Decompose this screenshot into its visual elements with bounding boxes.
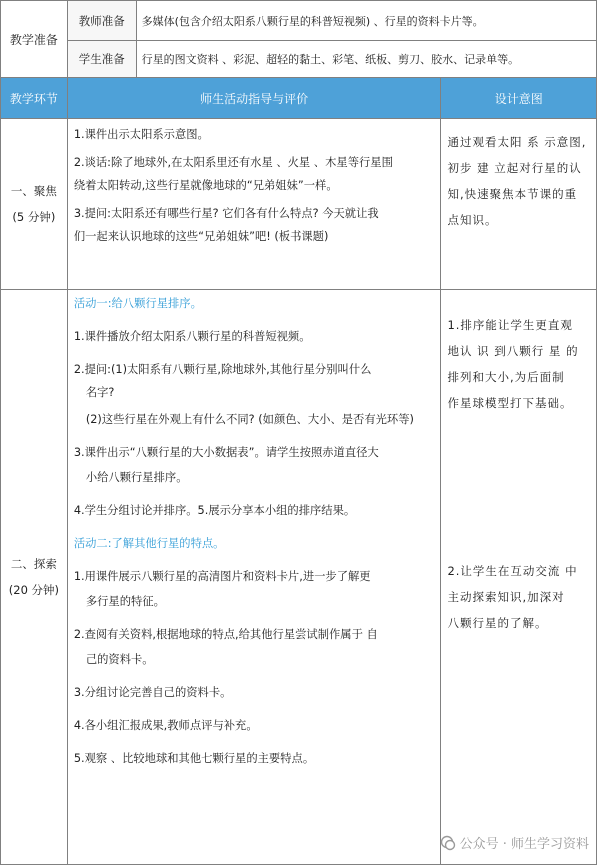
- stage1-time: (5 分钟): [12, 210, 56, 224]
- stage1-activities: [67, 119, 441, 290]
- stage1-name: 一、聚焦: [10, 184, 57, 198]
- a1-item-3b: 小给八颗行星排序。: [85, 471, 188, 484]
- student-prep-text: 行星的图文资料 、彩泥、超轻的黏土、彩笔、纸板、剪刀、胶水、记录单等。: [136, 41, 596, 78]
- stage1-item-2b: 绕着太阳转动,这些行星就像地球的“兄弟姐妹”一样。: [73, 179, 338, 192]
- student-prep-label: 学生准备: [67, 41, 136, 78]
- a2-item-4: 4.各小组汇报成果,教师点评与补充。: [73, 719, 258, 732]
- header-activities: 师生活动指导与评价: [67, 78, 441, 119]
- a2-item-1b: 多行星的特征。: [85, 595, 165, 608]
- stage1-item-3b: 们一起来认识地球的这些“兄弟姐妹”吧! (板书课题): [73, 230, 329, 243]
- a1-item-3a: 3.课件出示“八颗行星的大小数据表”。请学生按照赤道直径大: [73, 446, 379, 459]
- stage2-name: 二、探索: [10, 557, 57, 571]
- wechat-icon: [440, 835, 456, 851]
- stage2-design2-line: 2.让学生在互动交流 中: [447, 564, 578, 578]
- activity1-title: 活动一:给八颗行星排序。: [73, 297, 202, 310]
- header-stage: 教学环节: [1, 78, 68, 119]
- a2-item-2a: 2.查阅有关资料,根据地球的特点,给其他行星尝试制作属于 自: [73, 628, 378, 641]
- teacher-prep-label: 教师准备: [67, 1, 136, 41]
- stage1-design-line: 通过观看太阳 系 示意图,: [447, 135, 587, 149]
- stage2-activities: [67, 290, 441, 865]
- stage1-design-line: 知,快速聚焦本节课的重: [447, 187, 578, 201]
- prep-label: 教学准备: [1, 1, 68, 78]
- stage1-item-3a: 3.提问:太阳系还有哪些行星? 它们各有什么特点? 今天就让我: [73, 207, 379, 220]
- stage2-design1-line: 排列和大小,为后面制: [447, 370, 565, 384]
- stage1-design-line: 初步 建 立起对行星的认: [447, 161, 582, 175]
- stage2-design2-line: 八颗行星的了解。: [447, 616, 548, 630]
- stage2-design2-line: 主动探索知识,加深对: [447, 590, 565, 604]
- stage2-cell: [1, 290, 68, 865]
- a2-item-1a: 1.用课件展示八颗行星的高清图片和资料卡片,进一步了解更: [73, 570, 371, 583]
- stage2-design: [441, 290, 597, 865]
- activity2-title: 活动二:了解其他行星的特点。: [73, 537, 225, 550]
- stage1-cell: [1, 119, 68, 290]
- a1-item-1: 1.课件播放介绍太阳系八颗行星的科普短视频。: [73, 330, 311, 343]
- teacher-prep-text: 多媒体(包含介绍太阳系八颗行星的科普短视频) 、行星的资料卡片等。: [136, 1, 596, 41]
- a1-item-2c: (2)这些行星在外观上有什么不同? (如颜色、大小、是否有光环等): [85, 413, 414, 426]
- stage2-design1-line: 地认 识 到八颗行 星 的: [447, 344, 579, 358]
- stage1-design-line: 点知识。: [447, 213, 498, 227]
- a2-item-5: 5.观察 、比较地球和其他七颗行星的主要特点。: [73, 752, 315, 765]
- stage2-design1-line: 作星球模型打下基础。: [447, 396, 573, 410]
- a2-item-2b: 己的资料卡。: [85, 653, 154, 666]
- header-design: 设计意图: [441, 78, 597, 119]
- watermark: [440, 833, 589, 852]
- a1-item-2b: 名字?: [85, 386, 115, 399]
- stage2-time: (20 分钟): [8, 583, 60, 597]
- a1-item-4: 4.学生分组讨论并排序。5.展示分享本小组的排序结果。: [73, 504, 356, 517]
- stage2-design1-line: 1.排序能让学生更直观: [447, 318, 573, 332]
- stage1-design: [441, 119, 597, 290]
- watermark-text: 公众号 · 师生学习资料: [459, 837, 589, 852]
- stage1-item-1: 1.课件出示太阳系示意图。: [73, 128, 209, 141]
- a1-item-2a: 2.提问:(1)太阳系有八颗行星,除地球外,其他行星分别叫什么: [73, 363, 372, 376]
- a2-item-3: 3.分组讨论完善自己的资料卡。: [73, 686, 232, 699]
- stage1-item-2a: 2.谈话:除了地球外,在太阳系里还有水星 、火星 、木星等行星围: [73, 156, 393, 169]
